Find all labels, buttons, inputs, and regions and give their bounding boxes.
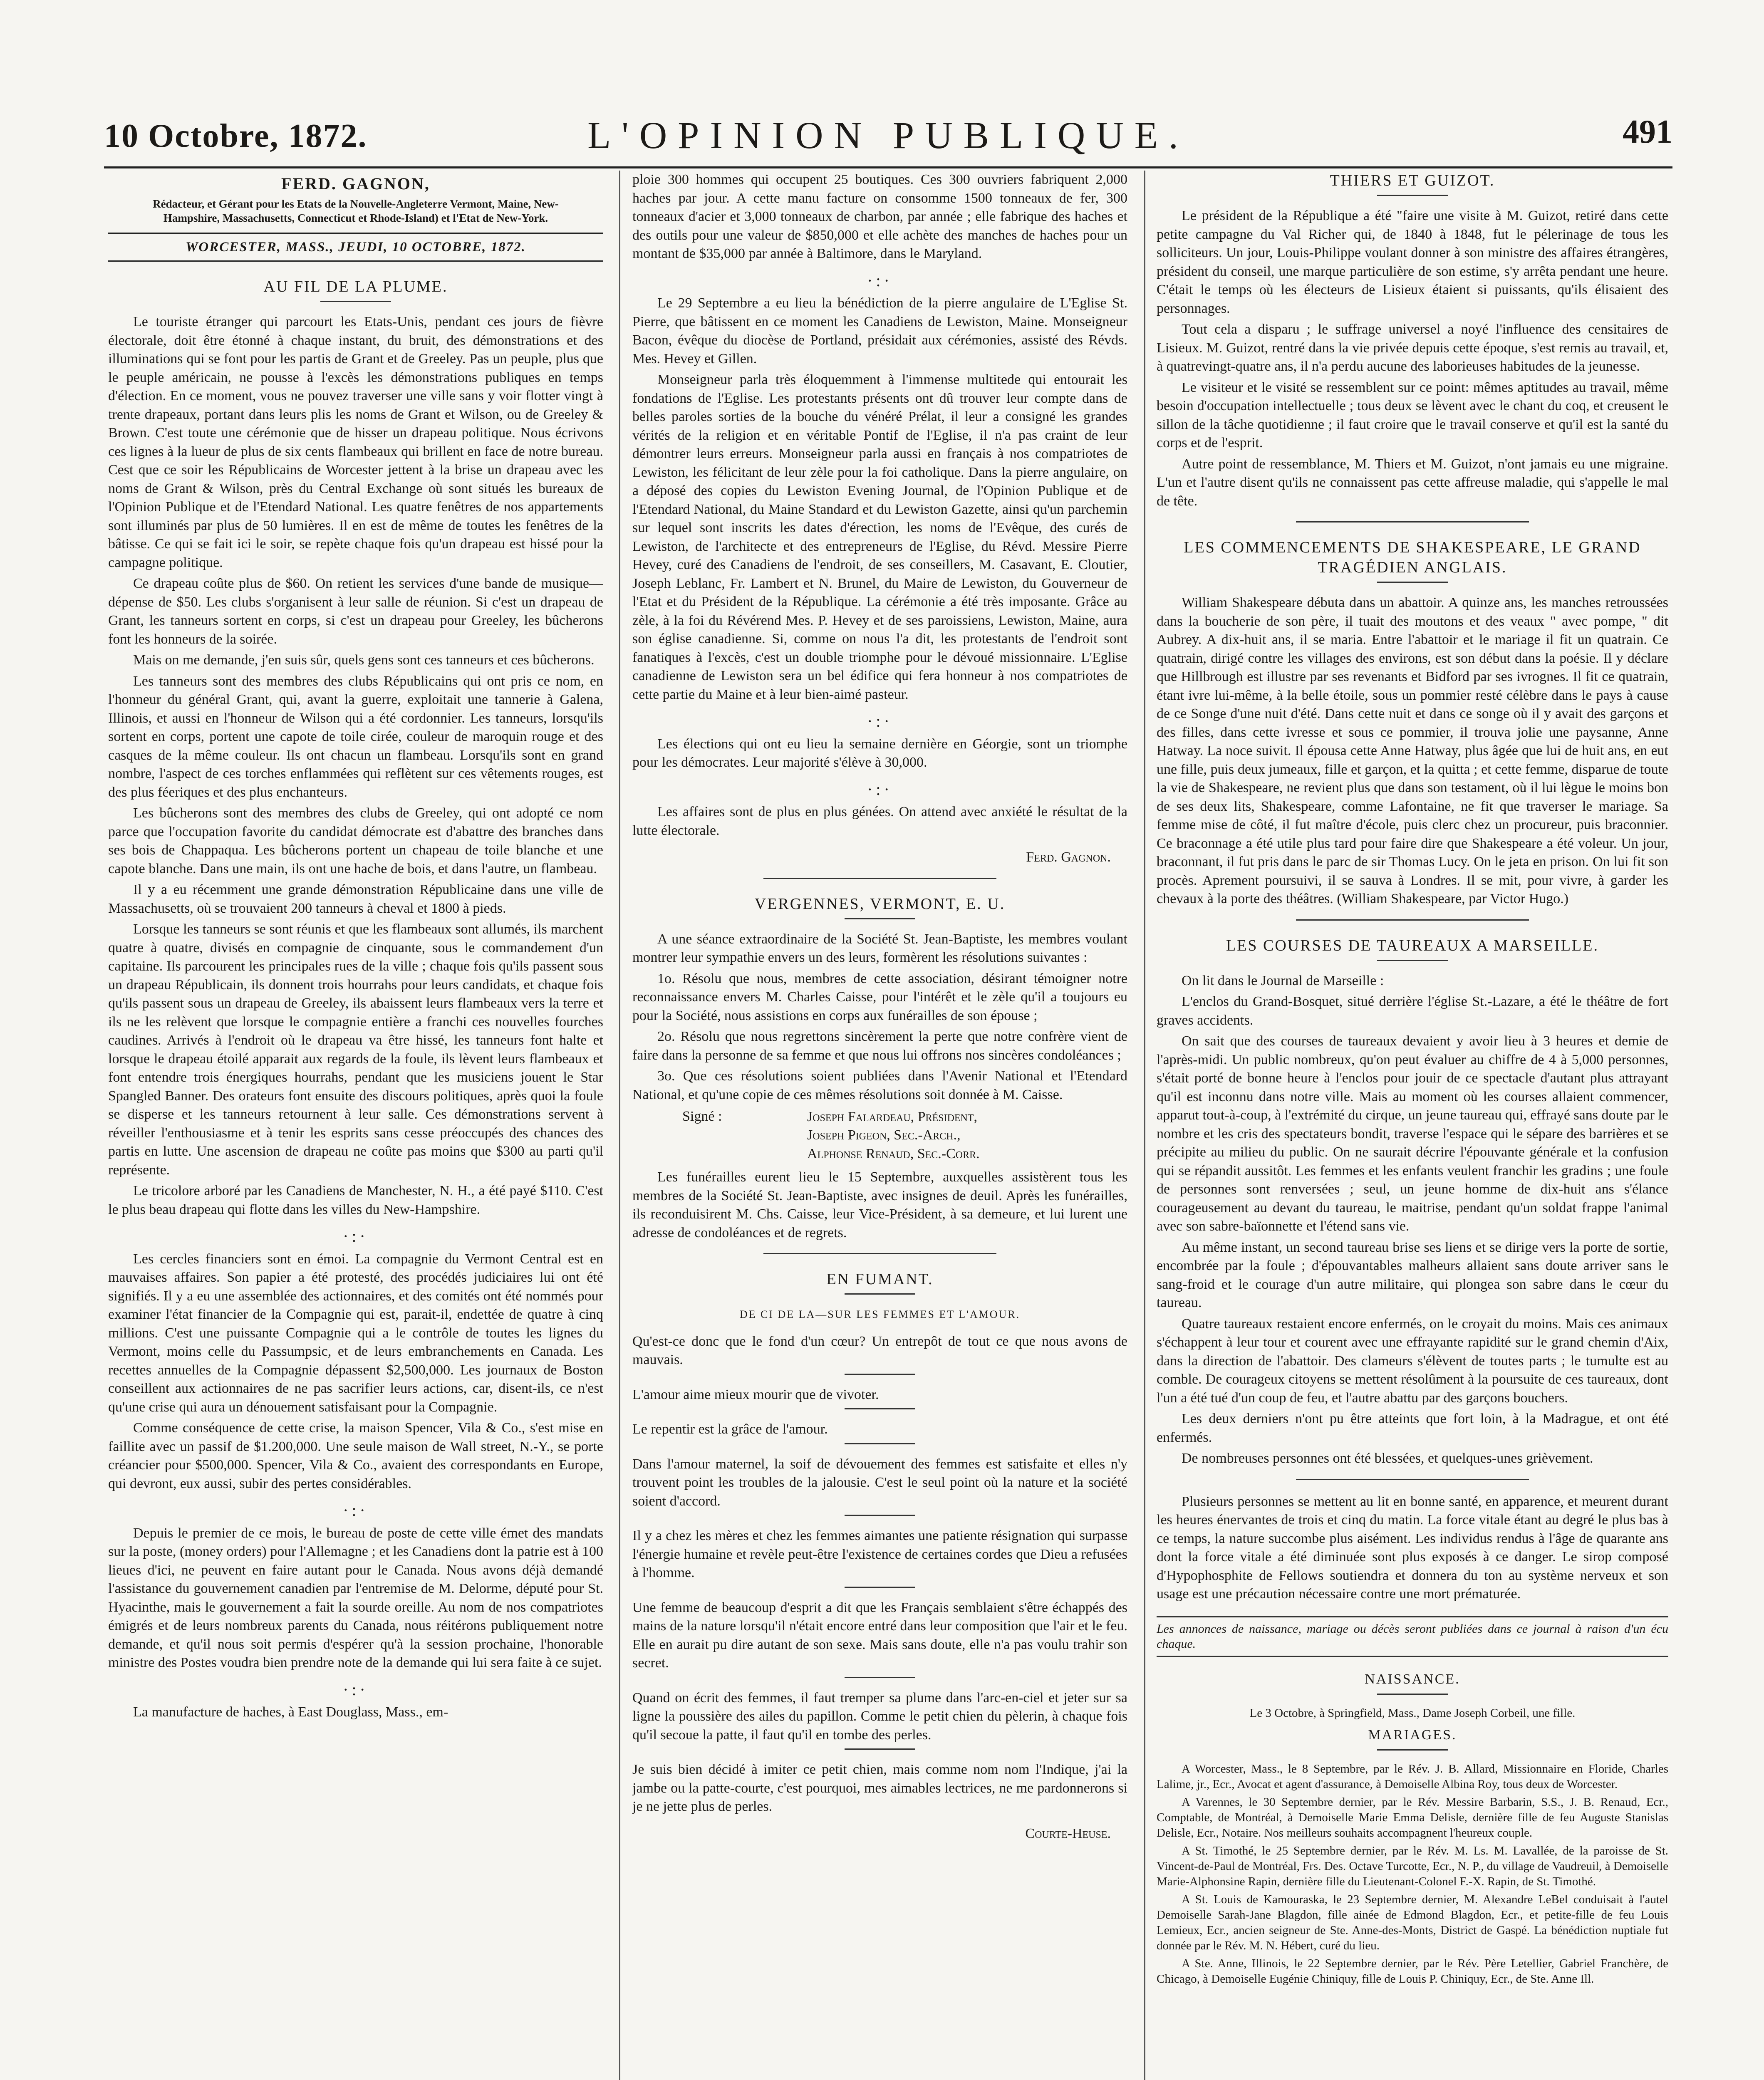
- paragraph: De nombreuses personnes ont été blessées, et quelques-unes grièvement.: [1182, 1451, 1593, 1466]
- paragraph: Les tanneurs sont des membres des clubs Républicains qui ont pris ce nom, en l'honneur du général Grant, qui, avant la guerre, exploitait une tannerie à Galena, Illinois, et aussi en l'honneur de Wilson qui a été cordonnier. Les tanneurs, lorsqu'ils sortent en corps, portent une capote de toile cirée, couleur de maroquin rouge et des casques de la même couleur. Ils ont chacun un flambeau. Lorsqu'ils sont en grand nombre, l'aspect de ces torches enflammées qui reflètent sur ces vêtements rouges, est des plus féeriques et des plus enchanteurs.: [108, 673, 603, 800]
- paragraph: Les deux derniers n'ont pu être atteints que fort loin, à la Madrague, et ont été enfermés.: [1157, 1411, 1668, 1445]
- section-rule: [1296, 521, 1529, 522]
- paragraph: Quatre taureaux restaient encore enfermés, on le croyait du moins. Mais ces animaux s'échappent à leur tour et courent avec une effrayante rapidité sur le grand chemin d'Aix, dans la direction de l'abattoir. Des clameurs s'élèvent de toutes parts ; le tumulte est au comble. De courageux citoyens se mettent résolûment à la poursuite de ces taureaux, dont l'un a été tué d'un coup de feu, et l'autre abattu par des garçons bouchers.: [1157, 1316, 1668, 1406]
- marriage-notice: A St. Timothé, le 25 Septembre dernier, par le Rév. M. Ls. M. Lavallée, de la paroisse de St. Vincent-de-Paul de Montréal, Frs. Des. Octave Turcotte, Ecr., N. P., du village de Vaudreuil, à Demoiselle Marie-Alphonsine Rapin, dernière fille du Lieutenant-Colonel F.-X. Rapin, de St. Timothé.: [1157, 1844, 1668, 1888]
- paragraph: 2o. Résolu que nous regrettons sincèrement la perte que notre confrère vient de faire dans la personne de sa femme et que nous lui offrons nos sincères condoléances ;: [632, 1029, 1127, 1063]
- section-rule: [763, 1253, 996, 1254]
- article-heading: THIERS ET GUIZOT.: [1330, 172, 1495, 189]
- column-2: [632, 171, 1127, 2080]
- article-heading: LES COURSES DE TAUREAUX A MARSEILLE.: [1226, 936, 1599, 954]
- paragraph: Les affaires sont de plus en plus génées. On attend avec anxiété le résultat de la lutte électorale.: [632, 804, 1127, 838]
- paragraph: William Shakespeare débuta dans un abattoir. A quinze ans, les manches retroussées dans la boucherie de son père, il tuait des moutons et des veaux " avec pompe, " dit Aubrey. A dix-huit ans, il se maria. Entre l'abattoir et le mariage il fit un quatrain. Ce quatrain, dirigé contre les villages des environs, est son début dans la poésie. Il y déclare que Hillbrough est illustre par ses revenants et Bidford par ses ivrognes. Il fit ce quatrain, étant ivre lui-même, à la belle étoile, sous un pommier resté célèbre dans le pays à cause de ce Songe d'une nuit d'été. Dans cette nuit et dans ce songe où il y avait des garçons et des filles, dans cette ivresse et sous ce pommier, il trouva jolie une paysanne, Anne Hatway. La noce suivit. Il épousa cette Anne Hatway, plus âgée que lui de huit ans, en eut une fille, puis deux jumeaux, fille et garçon, et la quitta ; et cette femme, disparue de toute la vie de Shakespeare, ne revient plus que dans son testament, où il lui lègue le moins bon de ses deux lits, Shakespeare, comme Lafontaine, ne fit que traverser le mariage. Sa femme mise de côté, il fut maître d'école, puis clerc chez un procureur, puis braconnier. Ce braconnage a été utile plus tard pour faire dire que Shakespeare a été voleur. Un jour, braconnant, il fut pris dans le parc de sir Thomas Lucy. On le jeta en prison. On lui fit son procès. Aprement poursuivi, il se sauva à Londres. Il se mit, pour vivre, à garder les chevaux à la porte des théâtres. (William Shakespeare, par Victor Hugo.): [1157, 595, 1668, 906]
- aphorism: Dans l'amour maternel, la soif de dévouement des femmes est satisfaite et elles n'y trouvent point les troubles de la jalousie. C'est le seul point où la nature et la société soient d'accord.: [632, 1456, 1127, 1509]
- paragraph: 3o. Que ces résolutions soient publiées dans l'Avenir National et l'Etendard National, et qu'une copie de ces mêmes résolutions soit donnée à M. Caisse.: [632, 1068, 1127, 1102]
- aphorism: Qu'est-ce donc que le fond d'un cœur? Un entrepôt de tout ce que nous avons de mauvais.: [632, 1333, 1127, 1367]
- masthead: [104, 109, 1672, 167]
- paragraph: Le tricolore arboré par les Canadiens de Manchester, N. H., a été payé $110. C'est le plus beau drapeau qui flotte dans les villes du New-Hampshire.: [108, 1183, 603, 1217]
- paragraph: Il y a eu récemment une grande démonstration Républicaine dans une ville de Massachusetts, où se trouvaient 200 tanneurs à cheval et 1800 à pieds.: [108, 882, 603, 916]
- short-rule: [845, 1374, 915, 1375]
- paragraph: A une séance extraordinaire de la Société St. Jean-Baptiste, les membres voulant montrer leur sympathie envers un des leurs, formèrent les résolutions suivantes :: [632, 931, 1127, 965]
- asterism-separator: ·:·: [867, 780, 893, 799]
- signer: Alphonse Renaud, Sec.-Corr.: [807, 1146, 980, 1161]
- article-heading: VERGENNES, VERMONT, E. U.: [754, 895, 1006, 913]
- short-rule: [845, 1515, 915, 1516]
- heading-rule: [1377, 195, 1448, 196]
- editor-subtitle: Rédacteur, et Gérant pour les Etats de la Nouvelle-Angleterre Vermont, Maine, New-Hampshire, Massachusetts, Connecticut et Rhode-Island) et l'Etat de New-York.: [153, 197, 559, 224]
- paragraph: Lorsque les tanneurs se sont réunis et que les flambeaux sont allumés, ils marchent quatre à quatre, divisés en compagnie de cinquante, sous le commandement d'un capitaine. Ils parcourent les principales rues de la ville ; chaque fois qu'ils passent sous un drapeau Républicain, ils donnent trois hourrahs pour leurs candidats, et chaque fois qu'ils passent sous un drapeau de Greeley, ils abaissent leurs flambeaux vers la terre et ils ne les relèvent que lorsque le compagnie entière a franchi ces nouvelles fourches caudines. Arrivés à l'endroit où le drapeau va être hissé, les tanneurs font halte et lorsque le drapeau étoilé apparait aux regards de la foule, ils lèvent leurs flambeaux et font entendre trois énergiques hourrahs, pendant que les musiciens jouent le Star Spangled Banner. Des orateurs font ensuite des discours politiques, après quoi la foule se disperse et les tanneurs retournent à leur salle. Ces démonstrations servent à réveiller l'enthousiasme et à tenir les esprits sans cesse préoccupés des chances des partis en lutte. Une ascension de drapeau ne coûte pas moins que $300 au parti qu'il représente.: [108, 921, 603, 1178]
- short-rule: [845, 1408, 915, 1409]
- paragraph: Tout cela a disparu ; le suffrage universel a noyé l'influence des censitaires de Lisieux. M. Guizot, rentré dans la vie privée depuis cette époque, s'est remis au travail, et, à quatrevingt-quatre ans, il n'a perdu aucune des laborieuses habitudes de la jeunesse.: [1157, 322, 1668, 374]
- paragraph: Le touriste étranger qui parcourt les Etats-Unis, pendant ces jours de fièvre électorale, doit être étonné à chaque instant, du bruit, des démonstrations et des illuminations qui se font pour les partis de Grant et de Greeley. Pas un peuple, plus que le peuple américain, ne pousse à l'excès les démonstrations publiques en temps d'élection. En ce moment, vous ne pouvez traverser une ville sans y voir flotter vingt à trente drapeaux, portant dans leurs plis les noms de Grant et Wilson, ou de Greeley & Brown. C'est toute une cérémonie que de hisser un drapeau politique. Nous écrivons ces lignes à la lueur de plus de six cents flambeaux qui brillent en face de notre bureau. Cest que ce soir les Républicains de Worcester jettent à la brise un drapeau avec les noms de Grant & Wilson, près du Central Exchange où sont situés les bureaux de l'Opinion Publique et de l'Etendard National. Les quatre fenêtres de nos appartements sont illuminés par plus de 50 lumières. Il en est de même de toutes les fenêtres de la bâtisse. Ce qui se fait ici le soir, se repète chaque fois qu'un drapeau est hissé pour la campagne politique.: [108, 314, 603, 570]
- marriage-notice: A Varennes, le 30 Septembre dernier, par le Rév. Messire Barbarin, S.S., J. B. Renaud, Ecr., Comptable, de Montréal, à Demoiselle Marie Emma Delisle, dernière fille de feu Auguste Stanislas Delisle, Ecr., Notaire. Nos meilleurs souhaits accompagnent l'heureux couple.: [1157, 1795, 1668, 1840]
- aphorism: Le repentir est la grâce de l'amour.: [632, 1421, 828, 1437]
- masthead-title: L'OPINION PUBLIQUE.: [587, 114, 1189, 156]
- heading-rule: [1377, 582, 1448, 583]
- heading-rule: [845, 1293, 915, 1295]
- signed-label: Signé :: [682, 1109, 722, 1124]
- paragraph: Le 29 Septembre a eu lieu la bénédiction de la pierre angulaire de L'Eglise St. Pierre, que bâtissent en ce moment les Canadiens de Lewiston, Maine. Monseigneur Bacon, évêque du diocèse de Portland, présidait aux cérémonies, assisté des Révds. Mes. Hevey et Gillen.: [632, 295, 1127, 366]
- heading-rule: [1377, 960, 1448, 961]
- section-rule: [1296, 919, 1529, 921]
- aphorism: L'amour aime mieux mourir que de vivoter.: [632, 1387, 879, 1402]
- heading-rule: [320, 301, 391, 302]
- short-rule: [845, 1587, 915, 1588]
- asterism-separator: ·:·: [867, 712, 893, 730]
- editor-name: FERD. GAGNON,: [281, 174, 430, 193]
- short-rule: [845, 1677, 915, 1678]
- article-heading: AU FIL DE LA PLUME.: [263, 278, 448, 295]
- article-subheading: DE CI DE LA—SUR LES FEMMES ET L'AMOUR.: [739, 1308, 1021, 1320]
- dateline: WORCESTER, MASS., JEUDI, 10 OCTOBRE, 1872.: [108, 233, 603, 262]
- masthead-date: 10 Octobre, 1872.: [104, 118, 367, 154]
- heading-rule: [1377, 1749, 1448, 1751]
- short-rule: [845, 1443, 915, 1444]
- signature: Courte-Heuse.: [1025, 1825, 1111, 1841]
- signer: Joseph Falardeau, Président,: [807, 1109, 978, 1124]
- asterism-separator: ·:·: [343, 1680, 369, 1699]
- aphorisms: [632, 1332, 1127, 1816]
- aphorism: Une femme de beaucoup d'esprit a dit que les Français semblaient s'être échappés des mains de la nature lorsqu'il n'était encore entré dans leur composition que l'air et le feu. Elle en aurait pu dire autant de son sexe. Mais sans doute, elle n'a pas voulu trahir son secret.: [632, 1600, 1127, 1671]
- asterism-separator: ·:·: [343, 1501, 369, 1520]
- birth-notice: Le 3 Octobre, à Springfield, Mass., Dame Joseph Corbeil, une fille.: [1249, 1706, 1576, 1720]
- paragraph: On lit dans le Journal de Marseille :: [1182, 973, 1384, 988]
- paragraph: Monseigneur parla très éloquemment à l'immense multitede qui entourait les fondations de l'Eglise. Les protestants présents ont dû trouver leur compte dans de belles paroles sorties de la bouche du vénéré Prélat, il leur a consigné les grandes vérités de la religion et en véritable Pontif de l'Eglise, il n'a pas craint de leur démontrer leurs erreurs. Monseigneur parla aussi en français à nos compatriotes de Lewiston, les félicitant de leur zèle pour la foi catholique. Dans la pierre angulaire, on a déposé des copies du Lewiston Evening Journal, de l'Opinion Publique et de l'Etendard National, du Maine Standard et du Lewiston Gazette, ainsi qu'un parchemin sur lequel sont inscrits les dates d'érection, les noms de l'Evêque, des curés de Lewiston, de l'architecte et des entrepreneurs de l'Eglise, du Révd. Messire Pierre Hevey, curé des Canadiens de l'endroit, de ses conseillers, M. Casavant, E. Cloutier, Joseph Leblanc, Fr. Lambert et N. Brunel, du Maire de Lewiston, du Gouverneur de l'Etat et du Président de la République. La cérémonie a été très imposante. Grâce au zèle, à la foi du Révérend Mes. P. Hevey et de ses paroissiens, Lewiston, Maine, aura son église canadienne. Si, comme on nous l'a dit, les protestants de l'endroit sont fanatiques à l'excès, c'est un double triomphe pour le dévoué missionnaire. L'Eglise canadienne de Lewiston sera un bel édifice qui fera honneur à nos compatriotes de cette partie du Maine et à leur bien-aimé pasteur.: [632, 372, 1127, 702]
- paragraph: Ce drapeau coûte plus de $60. On retient les services d'une bande de musique—dépense de $50. Les clubs s'organisent à leur salle de réunion. Si c'est un drapeau de Grant, les tanneurs sortent en corps, si c'est un drapeau pour Greeley, les bûcherons font les honneurs de la soirée.: [108, 576, 603, 647]
- column-divider: [619, 171, 620, 2080]
- section-heading: MARIAGES.: [1368, 1727, 1457, 1743]
- page-number: 491: [1623, 114, 1672, 150]
- column-3: [1157, 171, 1668, 2080]
- heading-rule: [845, 918, 915, 919]
- paragraph: Depuis le premier de ce mois, le bureau de poste de cette ville émet des mandats sur la poste, (money orders) pour l'Allemagne ; et les Canadiens dont la patrie est à 100 lieues d'ici, ne peuvent en faire autant pour le Canada. Nous avons déjà demandé l'assistance du gouvernement canadien par l'entremise de M. Delorme, député pour St. Hyacinthe, mais le gouvernement a fait la sourde oreille. Au nom de nos compatriotes émigrés et de leurs nombreux parents du Canada, nous réitérons publiquement notre demande, et qu'il nous soit permis d'espérer qu'à la session prochaine, l'honorable ministre des Postes voudra bien prendre note de la demande qui lui sera faite à ce sujet.: [108, 1525, 603, 1670]
- heading-rule: [1377, 1694, 1448, 1695]
- paragraph: Les funérailles eurent lieu le 15 Septembre, auxquelles assistèrent tous les membres de la Société St. Jean-Baptiste, avec insignes de deuil. Après les funérailles, ils reconduisirent M. Chs. Caisse, leur Vice-Président, à sa demeure, et lui lurent une adresse de condoléances et de regrets.: [632, 1169, 1127, 1241]
- article-heading: LES COMMENCEMENTS DE SHAKESPEARE, LE GRAND TRAGÉDIEN ANGLAIS.: [1184, 539, 1641, 576]
- aphorism: Quand on écrit des femmes, il faut tremper sa plume dans l'arc-en-ciel et jeter sur sa ligne la poussière des ailes du papillon. Comme le petit chien du pèlerin, à chaque fois qu'il secoue la patte, il faut qu'il en tombe des perles.: [632, 1690, 1127, 1743]
- signers-block: [682, 1107, 1127, 1163]
- paragraph: Plusieurs personnes se mettent au lit en bonne santé, en apparence, et meurent durant les heures énervantes de trois et cinq du matin. La force vitale étant au degré le plus bas à ce temps, la nature succombe plus aisément. Les individus rendus à l'âge de quarante ans dont la force vitale a été diminuée sont plus exposés à ce danger. Le sirop composé d'Hypophosphite de Fellows soutiendra et donnera du ton au système nerveux et son usage est une précaution nécessaire contre une mort prématurée.: [1157, 1493, 1668, 1602]
- section-heading: NAISSANCE.: [1365, 1671, 1460, 1687]
- article-heading: EN FUMANT.: [826, 1270, 934, 1288]
- paragraph: La manufacture de haches, à East Douglass, Mass., em-: [133, 1704, 448, 1720]
- signature: Ferd. Gagnon.: [1026, 849, 1111, 865]
- paragraph: Mais on me demande, j'en suis sûr, quels gens sont ces tanneurs et ces bûcherons.: [133, 652, 595, 668]
- paragraph: Au même instant, un second taureau brise ses liens et se dirige vers la porte de sortie, encombrée par la foule ; d'épouvantables malheurs allaient sans doute arriver sans le sang-froid et le courage d'un autre militaire, qui plongea son sabre dans le cœur du taureau.: [1157, 1239, 1668, 1310]
- column-1: [108, 171, 603, 2080]
- masthead-rule: [104, 166, 1672, 168]
- paragraph: Le visiteur et le visité se ressemblent sur ce point: mêmes aptitudes au travail, même besoin d'occupation intellectuelle ; tous deux se lèvent avec le chant du coq, et creusent le sillon de la tâche quotidienne ; il faut croire que le travail conserve et qu'il est la santé du corps et de l'esprit.: [1157, 379, 1668, 451]
- paragraph: Les élections qui ont eu lieu la semaine dernière en Géorgie, sont un triomphe pour les démocrates. Leur majorité s'élève à 30,000.: [632, 736, 1127, 770]
- paragraph: ploie 300 hommes qui occupent 25 boutiques. Ces 300 ouvriers fabriquent 2,000 haches par jour. A cette manu facture on consomme 1500 tonneaux de fer, 300 tonneaux d'acier et 3,000 tonneaux de charbon, par année ; elle fabrique des haches et des outils pour une valeur de $850,000 et elle achète des manches de haches pour un montant de $35,000 par année à Baltimore, dans le Maryland.: [632, 172, 1127, 261]
- paragraph: Les cercles financiers sont en émoi. La compagnie du Vermont Central est en mauvaises affaires. Son papier a été protesté, des procédés judiciaires lui ont été signifiés. Il y a eu une assemblée des actionnaires, et des comités ont été nommés pour examiner l'état financier de la Compagnie qui est, parait-il, endettée de quatre à cinq millions. C'est une puissante Compagnie qui a le contrôle de toutes les lignes du Vermont, moins celle du Passumpsic, et de leurs embranchements en Canada. Les recettes annuelles de la Compagnie dépassent $2,500,000. Les journaux de Boston conseillent aux actionnaires de ne pas sacrifier leurs actions, car, disent-ils, ce n'est qu'une crise qui aura un dénouement satisfaisant pour la Compagnie.: [108, 1251, 603, 1415]
- paragraph: L'enclos du Grand-Bosquet, situé derrière l'église St.-Lazare, a été le théâtre de fort graves accidents.: [1157, 994, 1668, 1028]
- notice-box: Les annonces de naissance, mariage ou décès seront publiées dans ce journal à raison d'un écu chaque.: [1157, 1616, 1668, 1657]
- column-divider: [1144, 171, 1145, 2080]
- short-rule: [845, 1748, 915, 1750]
- section-rule: [763, 878, 996, 879]
- paragraph: 1o. Résolu que nous, membres de cette association, désirant témoigner notre reconnaissance envers M. Charles Caisse, pour l'intérêt et le zèle qu'il a toujours eu pour la Société, nous assistions en corps aux funérailles de son épouse ;: [632, 971, 1127, 1023]
- marriage-notice: A St. Louis de Kamouraska, le 23 Septembre dernier, M. Alexandre LeBel conduisait à l'autel Demoiselle Sarah-Jane Blagdon, fille ainée de Edmond Blagdon, Ecr., et petite-fille de feu Louis Lemieux, Ecr., ancien seigneur de Ste. Anne-des-Monts, District de Gaspé. La bénédiction nuptiale fut donnée par le Rév. M. N. Hébert, curé du lieu.: [1157, 1892, 1668, 1952]
- paragraph: Le président de la République a été "faire une visite à M. Guizot, retiré dans cette petite campagne du Val Richer qui, de 1840 à 1848, fut le pélerinage de tous les solliciteurs. Un jour, Louis-Philippe voulant donner à son ministre des affaires étrangères, président du conseil, une marque particulière de son estime, s'y arrêta pendant une heure. C'était le temps où les électeurs de Lisieux étaient si puissants, qu'ils élisaient des personnages.: [1157, 208, 1668, 316]
- marriage-notice: A Ste. Anne, Illinois, le 22 Septembre dernier, par le Rév. Père Letellier, Gabriel Franchère, de Chicago, à Demoiselle Eugénie Chiniquy, fille de Louis P. Chiniquy, Ecr., de Ste. Anne Ill.: [1157, 1956, 1668, 1986]
- aphorism: Il y a chez les mères et chez les femmes aimantes une patiente résignation qui surpasse l'énergie humaine et revèle peut-être l'existence de certaines cordes que Dieu a refusées à l'homme.: [632, 1528, 1127, 1580]
- paragraph: Les bûcherons sont des membres des clubs de Greeley, qui ont adopté ce nom parce que l'occupation favorite du candidat démocrate est d'abattre des branches dans ses bois de Chappaqua. Les bûcherons portent un chapeau de toile blanche et une capote blanche. Dans une main, ils ont une hache de bois, et dans l'autre, un flambeau.: [108, 805, 603, 877]
- aphorism: Je suis bien décidé à imiter ce petit chien, mais comme nom nom l'Indique, j'ai la jambe ou la patte-courte, c'est pourquoi, mes aimables lectrices, ne me pardonnerons si je ne jette plus de perles.: [632, 1762, 1127, 1814]
- section-rule: [1296, 1479, 1529, 1480]
- asterism-separator: ·:·: [867, 271, 893, 290]
- paragraph: On sait que des courses de taureaux devaient y avoir lieu à 3 heures et demie de l'après-midi. Un public nombreux, qu'on peut évaluer au chiffre de 4 à 5,000 personnes, s'était porté de bonne heure à l'enclos pour jouir de ce spectacle d'autant plus attrayant qu'il est inconnu dans notre ville. Mais au moment où les courses allaient commencer, apparut tout-à-coup, à l'extrémité du cirque, un jeune taureau qui, effrayé sans doute par le nombre et les cris des spectateurs bondit, traverse l'espace qui le sépare des barrières et se précipite au milieu du public. On ne saurait décrire l'épouvante générale et la confusion qui se répandit aussitôt. Les femmes et les enfants veulent franchir les gradins ; une foule de personnes sont renversées ; seul, un jeune homme de dix-huit ans s'élance courageusement au devant du taureau, le maitrise, pendant qu'un soldat frappe l'animal avec son sabre-baïonnette et l'étend sans vie.: [1157, 1033, 1668, 1234]
- marriage-notice: A Worcester, Mass., le 8 Septembre, par le Rév. J. B. Allard, Missionnaire en Floride, Charles Lalime, jr., Ecr., Avocat et agent d'assurance, à Demoiselle Albina Roy, tous deux de Worcester.: [1157, 1762, 1668, 1791]
- paragraph: Comme conséquence de cette crise, la maison Spencer, Vila & Co., s'est mise en faillite avec un passif de $1.200,000. Une seule maison de Wall street, N.-Y., se porte créancier pour $500,000. Spencer, Vila & Co., avaient des correspondants en Europe, qui devront, eux aussi, subir des pertes considérables.: [108, 1420, 603, 1491]
- paragraph: Autre point de ressemblance, M. Thiers et M. Guizot, n'ont jamais eu une migraine. L'un et l'autre disent qu'ils ne connaissent pas cette affreuse maladie, qui s'appelle le mal de tête.: [1157, 456, 1668, 509]
- signer: Joseph Pigeon, Sec.-Arch.,: [807, 1127, 961, 1143]
- asterism-separator: ·:·: [343, 1227, 369, 1246]
